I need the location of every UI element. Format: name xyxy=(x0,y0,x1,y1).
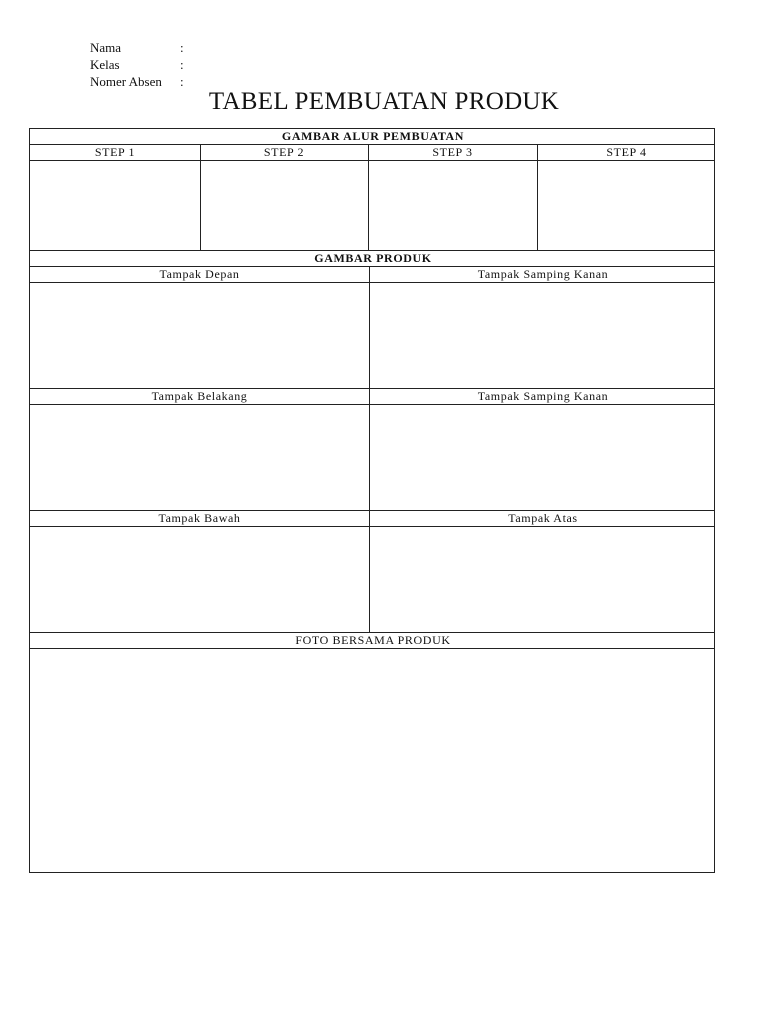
step-2-header: STEP 2 xyxy=(263,145,305,159)
document-title: TABEL PEMBUATAN PRODUK xyxy=(208,88,560,115)
front-view-drawing-area[interactable] xyxy=(30,283,369,388)
top-view-drawing-area[interactable] xyxy=(370,527,716,632)
name-label: Nama xyxy=(90,40,122,55)
product-views-heading: GAMBAR PRODUK xyxy=(314,251,432,265)
right-side-view-label-2: Tampak Samping Kanan xyxy=(477,389,609,403)
step-4-drawing-area[interactable] xyxy=(538,161,716,250)
step-3-header: STEP 3 xyxy=(432,145,473,159)
name-colon: : xyxy=(180,40,184,55)
process-flow-heading: GAMBAR ALUR PEMBUATAN xyxy=(281,129,465,143)
step-3-drawing-area[interactable] xyxy=(369,161,537,250)
class-colon: : xyxy=(180,57,184,72)
bottom-view-label: Tampak Bawah xyxy=(158,511,241,525)
class-label: Kelas xyxy=(90,57,120,72)
class-field xyxy=(90,56,190,73)
step-4-header: STEP 4 xyxy=(606,145,647,159)
photo-with-product-heading: FOTO BERSAMA PRODUK xyxy=(295,633,451,647)
back-view-drawing-area[interactable] xyxy=(30,405,369,510)
step-1-drawing-area[interactable] xyxy=(30,161,200,250)
right-side-view-drawing-area-2[interactable] xyxy=(370,405,716,510)
step-2-drawing-area[interactable] xyxy=(201,161,368,250)
back-view-label: Tampak Belakang xyxy=(151,389,248,403)
product-making-table xyxy=(29,128,715,873)
right-side-view-drawing-area[interactable] xyxy=(370,283,716,388)
photo-with-product-area[interactable] xyxy=(30,649,716,872)
front-view-label: Tampak Depan xyxy=(159,267,240,281)
name-field xyxy=(90,39,190,56)
top-view-label: Tampak Atas xyxy=(508,511,578,525)
attendance-number-label: Nomer Absen xyxy=(90,74,162,89)
student-info-block xyxy=(90,39,190,90)
step-1-header: STEP 1 xyxy=(94,145,136,159)
bottom-view-drawing-area[interactable] xyxy=(30,527,369,632)
attendance-number-colon: : xyxy=(180,74,184,89)
right-side-view-label: Tampak Samping Kanan xyxy=(477,267,609,281)
